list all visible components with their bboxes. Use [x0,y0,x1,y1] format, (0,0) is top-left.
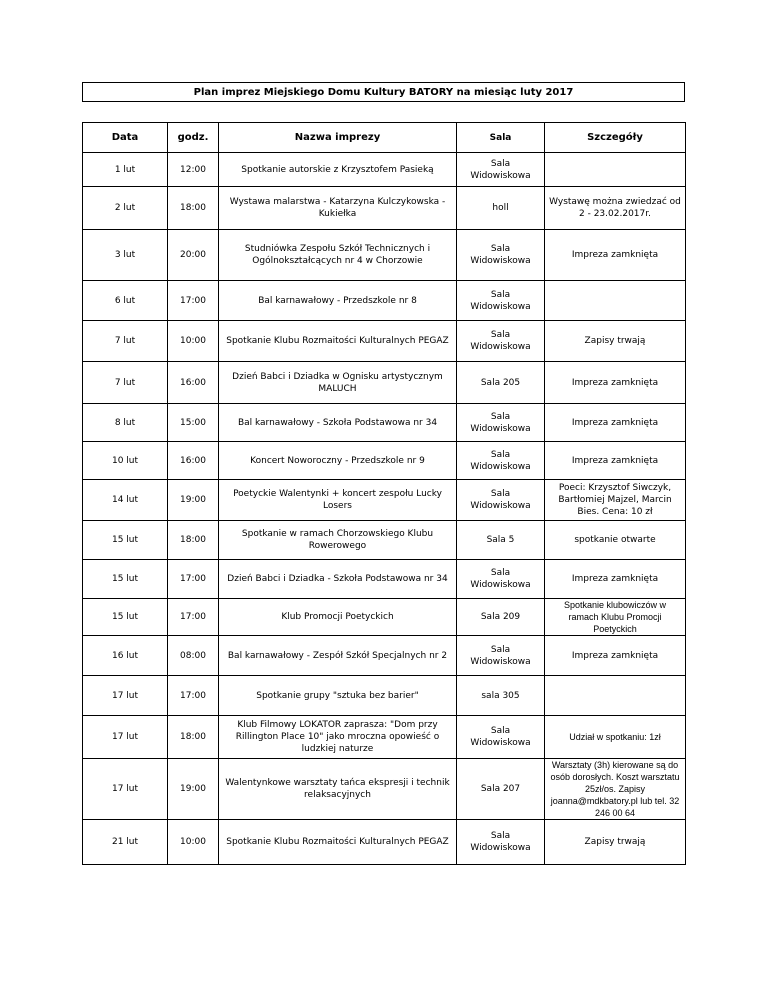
cell-time: 10:00 [168,820,219,865]
cell-date: 1 lut [83,153,168,187]
cell-time: 16:00 [168,442,219,480]
cell-name: Wystawa malarstwa - Katarzyna Kulczykowska - Kukiełka [219,187,457,230]
cell-time: 18:00 [168,716,219,759]
table-row [83,230,686,281]
cell-date: 3 lut [83,230,168,281]
cell-date: 17 lut [83,676,168,716]
header-room: Sala [457,123,545,153]
cell-name: Walentynkowe warsztaty tańca ekspresji i technik relaksacyjnych [219,759,457,820]
cell-time: 16:00 [168,362,219,404]
cell-date: 17 lut [83,759,168,820]
cell-time: 08:00 [168,636,219,676]
cell-name: Poetyckie Walentynki + koncert zespołu Lucky Losers [219,480,457,521]
cell-details: Impreza zamknięta [545,230,686,281]
cell-name: Dzień Babci i Dziadka - Szkoła Podstawowa nr 34 [219,560,457,599]
table-row [83,599,686,636]
cell-room: Sala 5 [457,521,545,560]
cell-details: Impreza zamknięta [545,636,686,676]
table-header-row [83,123,686,153]
cell-date: 15 lut [83,521,168,560]
cell-details: Impreza zamknięta [545,362,686,404]
table-row [83,404,686,442]
table-row [83,362,686,404]
cell-room: Sala Widowiskowa [457,560,545,599]
cell-name: Bal karnawałowy - Zespół Szkół Specjalnych nr 2 [219,636,457,676]
cell-date: 10 lut [83,442,168,480]
cell-name: Studniówka Zespołu Szkół Technicznych i Ogólnokształcących nr 4 w Chorzowie [219,230,457,281]
cell-name: Spotkanie grupy "sztuka bez barier" [219,676,457,716]
cell-room: Sala Widowiskowa [457,480,545,521]
cell-date: 15 lut [83,599,168,636]
table-row [83,187,686,230]
cell-room: sala 305 [457,676,545,716]
cell-room: Sala Widowiskowa [457,636,545,676]
page-title: Plan imprez Miejskiego Domu Kultury BATORY na miesiąc luty 2017 [82,82,685,102]
cell-name: Koncert Noworoczny - Przedszkole nr 9 [219,442,457,480]
cell-room: Sala Widowiskowa [457,404,545,442]
cell-name: Spotkanie autorskie z Krzysztofem Pasieką [219,153,457,187]
table-row [83,321,686,362]
cell-date: 17 lut [83,716,168,759]
cell-room: Sala Widowiskowa [457,820,545,865]
cell-details: Wystawę można zwiedzać od 2 - 23.02.2017r. [545,187,686,230]
cell-date: 6 lut [83,281,168,321]
cell-room: holl [457,187,545,230]
cell-details [545,281,686,321]
cell-time: 12:00 [168,153,219,187]
cell-time: 20:00 [168,230,219,281]
cell-name: Spotkanie w ramach Chorzowskiego Klubu Rowerowego [219,521,457,560]
table-row [83,676,686,716]
cell-room: Sala Widowiskowa [457,321,545,362]
table-row [83,281,686,321]
cell-details [545,153,686,187]
table-row [83,442,686,480]
cell-room: Sala Widowiskowa [457,230,545,281]
cell-date: 16 lut [83,636,168,676]
cell-details: Impreza zamknięta [545,442,686,480]
cell-name: Klub Promocji Poetyckich [219,599,457,636]
cell-time: 19:00 [168,759,219,820]
events-table [82,122,686,865]
cell-time: 18:00 [168,521,219,560]
table-row [83,759,686,820]
cell-name: Bal karnawałowy - Przedszkole nr 8 [219,281,457,321]
cell-details: Zapisy trwają [545,321,686,362]
cell-details: Zapisy trwają [545,820,686,865]
header-time: godz. [168,123,219,153]
cell-details: Poeci: Krzysztof Siwczyk, Bartłomiej Majzel, Marcin Bies. Cena: 10 zł [545,480,686,521]
cell-room: Sala Widowiskowa [457,442,545,480]
cell-date: 8 lut [83,404,168,442]
cell-date: 7 lut [83,321,168,362]
table-row [83,521,686,560]
cell-time: 17:00 [168,676,219,716]
cell-room: Sala Widowiskowa [457,281,545,321]
cell-name: Dzień Babci i Dziadka w Ognisku artystycznym MALUCH [219,362,457,404]
header-name: Nazwa imprezy [219,123,457,153]
header-details: Szczegóły [545,123,686,153]
cell-name: Spotkanie Klubu Rozmaitości Kulturalnych PEGAZ [219,820,457,865]
cell-time: 18:00 [168,187,219,230]
cell-room: Sala 209 [457,599,545,636]
cell-room: Sala 207 [457,759,545,820]
cell-time: 17:00 [168,281,219,321]
header-date: Data [83,123,168,153]
cell-details: spotkanie otwarte [545,521,686,560]
table-row [83,716,686,759]
table-row [83,560,686,599]
table-row [83,636,686,676]
cell-details: Impreza zamknięta [545,404,686,442]
cell-details: Udział w spotkaniu: 1zł [545,716,686,759]
cell-time: 15:00 [168,404,219,442]
cell-date: 2 lut [83,187,168,230]
cell-name: Klub Filmowy LOKATOR zaprasza: "Dom przy Rillington Place 10" jako mroczna opowieść o ludzkiej naturze [219,716,457,759]
cell-room: Sala Widowiskowa [457,716,545,759]
cell-time: 17:00 [168,560,219,599]
cell-name: Spotkanie Klubu Rozmaitości Kulturalnych PEGAZ [219,321,457,362]
cell-time: 17:00 [168,599,219,636]
cell-date: 14 lut [83,480,168,521]
table-row [83,480,686,521]
cell-date: 21 lut [83,820,168,865]
cell-date: 15 lut [83,560,168,599]
cell-room: Sala 205 [457,362,545,404]
cell-details [545,676,686,716]
cell-details: Impreza zamknięta [545,560,686,599]
cell-details: Spotkanie klubowiczów w ramach Klubu Promocji Poetyckich [545,599,686,636]
cell-room: Sala Widowiskowa [457,153,545,187]
cell-time: 10:00 [168,321,219,362]
cell-details: Warsztaty (3h) kierowane są do osób dorosłych. Koszt warsztatu 25zł/os. Zapisy joanna@mdkbatory.pl lub tel. 32 246 00 64 [545,759,686,820]
cell-time: 19:00 [168,480,219,521]
table-row [83,820,686,865]
cell-date: 7 lut [83,362,168,404]
table-row [83,153,686,187]
cell-name: Bal karnawałowy - Szkoła Podstawowa nr 34 [219,404,457,442]
